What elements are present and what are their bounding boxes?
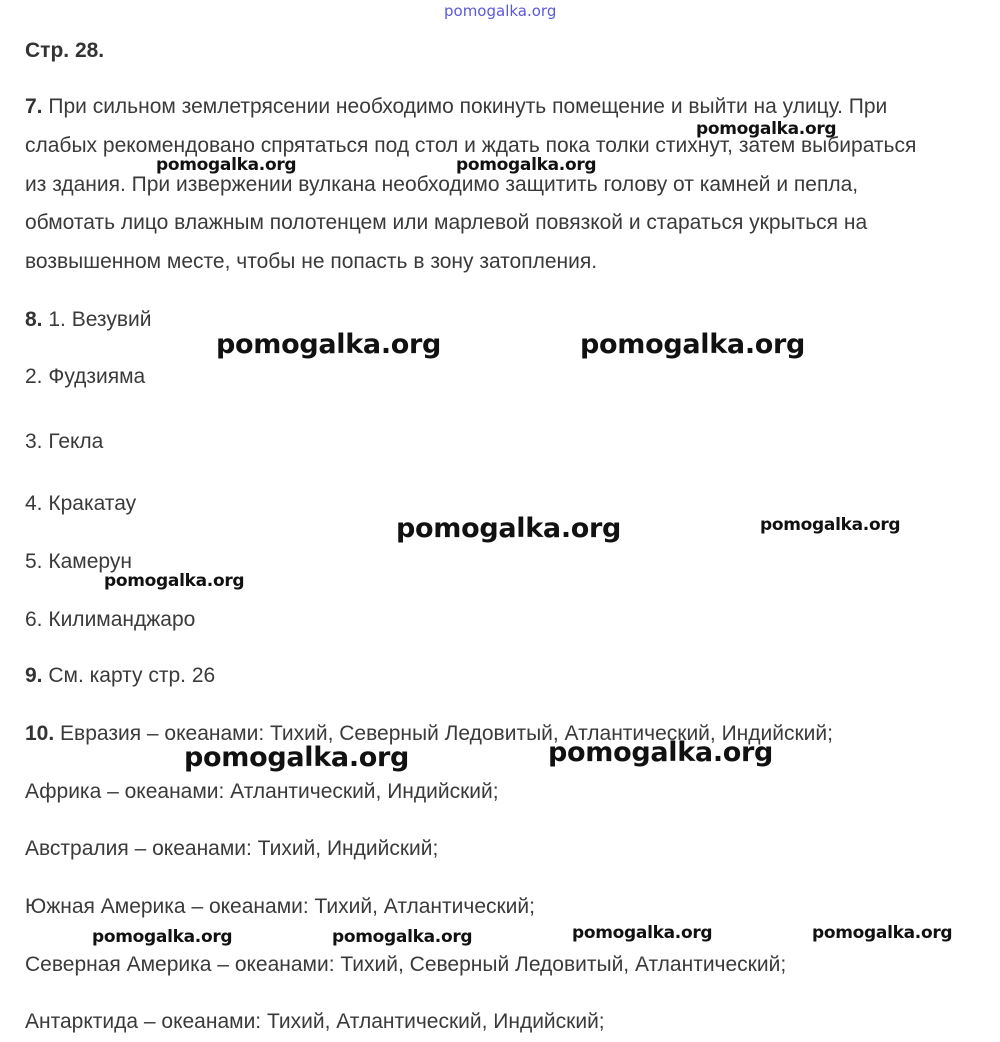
q10-line-3: Австралия – океанами: Тихий, Индийский; <box>25 837 439 860</box>
q10-text-1: Евразия – океанами: Тихий, Северный Ледовитый, Атлантический, Индийский; <box>60 722 833 745</box>
page-label: Стр. 28. <box>25 39 105 62</box>
q9-number: 9. <box>25 664 43 687</box>
q8-item-1-text: 1. Везувий <box>48 308 152 331</box>
q8-item-3: 3. Гекла <box>25 430 104 453</box>
q9-text: См. карту стр. 26 <box>48 664 216 687</box>
watermark: pomogalka.org <box>580 329 806 360</box>
q7-line-2: слабых рекомендовано спрятаться под стол и ждать пока толки стихнут, затем выбираться <box>25 134 917 157</box>
q10-number: 10. <box>25 722 55 745</box>
q8-item-5: 5. Камерун <box>25 550 132 573</box>
q10-line-4: Южная Америка – океанами: Тихий, Атлантический; <box>25 895 535 918</box>
watermark: pomogalka.org <box>332 927 473 947</box>
q8-item-2: 2. Фудзияма <box>25 365 146 388</box>
q8-item-1 <box>25 307 151 333</box>
watermark: pomogalka.org <box>812 923 953 943</box>
q10-line-2: Африка – океанами: Атлантический, Индийский; <box>25 780 499 803</box>
watermark: pomogalka.org <box>572 923 713 943</box>
watermark: pomogalka.org <box>760 515 901 535</box>
watermark: pomogalka.org <box>548 737 774 768</box>
watermark: pomogalka.org <box>456 155 597 175</box>
q7-number: 7. <box>25 95 43 118</box>
q10-line-6: Антарктида – океанами: Тихий, Атлантический, Индийский; <box>25 1010 605 1033</box>
watermark: pomogalka.org <box>104 571 245 591</box>
q8-item-6: 6. Килиманджаро <box>25 608 196 631</box>
watermark: pomogalka.org <box>216 329 442 360</box>
watermark: pomogalka.org <box>184 742 410 773</box>
q7-line-1 <box>25 94 887 120</box>
watermark: pomogalka.org <box>696 119 837 139</box>
q8-number: 8. <box>25 308 43 331</box>
q7-line-4: обмотать лицо влажным полотенцем или марлевой повязкой и стараться укрыться на <box>25 211 868 234</box>
watermark: pomogalka.org <box>396 513 622 544</box>
q7-text-1: При сильном землетрясении необходимо покинуть помещение и выйти на улицу. При <box>48 95 888 118</box>
watermark: pomogalka.org <box>92 927 233 947</box>
q7-line-5: возвышенном месте, чтобы не попасть в зону затопления. <box>25 250 598 273</box>
q7-line-3: из здания. При извержении вулкана необходимо защитить голову от камней и пепла, <box>25 173 859 196</box>
site-link[interactable]: pomogalka.org <box>444 2 557 20</box>
q10-line-5: Северная Америка – океанами: Тихий, Северный Ледовитый, Атлантический; <box>25 953 787 976</box>
q8-item-4: 4. Кракатау <box>25 492 137 515</box>
watermark: pomogalka.org <box>156 155 297 175</box>
q9-line <box>25 663 215 689</box>
